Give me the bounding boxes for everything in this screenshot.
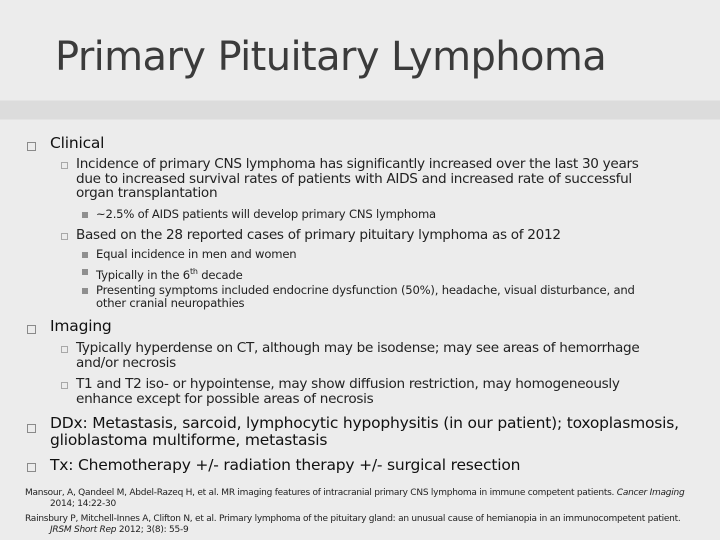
reference-2 xyxy=(25,514,681,536)
level1-bullet-icon xyxy=(27,142,36,151)
ddx-line-2: glioblastoma multiforme, metastasis xyxy=(50,431,328,449)
aids-stat-text: ~2.5% of AIDS patients will develop primary CNS lymphoma xyxy=(96,207,436,221)
decade-text: Typically in the 6th decade xyxy=(96,267,243,282)
symptoms-line-2: other cranial neuropathies xyxy=(96,296,245,310)
level1-bullet-icon xyxy=(27,424,36,433)
mri-line-2: enhance except for possible areas of necrosis xyxy=(76,390,374,407)
level2-bullet-icon xyxy=(61,382,68,389)
symptoms-text xyxy=(96,284,635,310)
imaging-heading: Imaging xyxy=(50,317,112,335)
ct-line-2: and/or necrosis xyxy=(76,354,176,371)
incidence-line-3: organ transplantation xyxy=(76,185,218,201)
level2-bullet-icon xyxy=(61,346,68,353)
incidence-line-1: Incidence of primary CNS lymphoma has significantly increased over the last 30 years xyxy=(76,156,639,172)
incidence-text xyxy=(76,157,639,201)
level3-bullet-icon xyxy=(82,252,88,258)
reference-1-line-1: Mansour, A, Qandeel M, Abdel-Razeq H, et al. MR imaging features of intracranial primary CNS lymphoma in immune competent patients. Cancer Imaging xyxy=(25,488,685,498)
tx-text: Tx: Chemotherapy +/- radiation therapy +/- surgical resection xyxy=(50,456,521,474)
level3-bullet-icon xyxy=(82,269,88,275)
reference-1-line-2: 2014; 14:22-30 xyxy=(50,499,116,509)
reference-1 xyxy=(25,488,684,510)
ddx-line-1: DDx: Metastasis, sarcoid, lymphocytic hypophysitis (in our patient); toxoplasmosis, xyxy=(50,414,679,432)
reported-cases-text: Based on the 28 reported cases of primary pituitary lymphoma as of 2012 xyxy=(76,227,561,243)
equal-incidence-text: Equal incidence in men and women xyxy=(96,247,297,261)
reference-2-line-1: Rainsbury P, Mitchell-Innes A, Clifton N, et al. Primary lymphoma of the pituitary gland: an unusual cause of hemianopia in an immunocompetent patient. xyxy=(25,514,681,524)
mri-text xyxy=(76,377,620,406)
clinical-heading: Clinical xyxy=(50,134,105,152)
slide-title: Primary Pituitary Lymphoma xyxy=(55,34,607,80)
incidence-line-2: due to increased survival rates of patients with AIDS and increased rate of successful xyxy=(76,170,632,187)
level3-bullet-icon xyxy=(82,288,88,294)
reference-2-line-2: JRSM Short Rep 2012; 3(8): 55-9 xyxy=(50,525,189,535)
ct-text xyxy=(76,341,639,370)
level3-bullet-icon xyxy=(82,212,88,218)
level2-bullet-icon xyxy=(61,233,68,240)
level2-bullet-icon xyxy=(61,162,68,169)
ddx-text xyxy=(50,415,679,449)
symptoms-line-1: Presenting symptoms included endocrine dysfunction (50%), headache, visual disturbance, and xyxy=(96,283,635,297)
title-divider-band xyxy=(0,100,720,120)
level1-bullet-icon xyxy=(27,325,36,334)
ct-line-1: Typically hyperdense on CT, although may be isodense; may see areas of hemorrhage xyxy=(76,340,640,356)
mri-line-1: T1 and T2 iso- or hypointense, may show diffusion restriction, may homogeneously xyxy=(76,376,620,392)
level1-bullet-icon xyxy=(27,463,36,472)
